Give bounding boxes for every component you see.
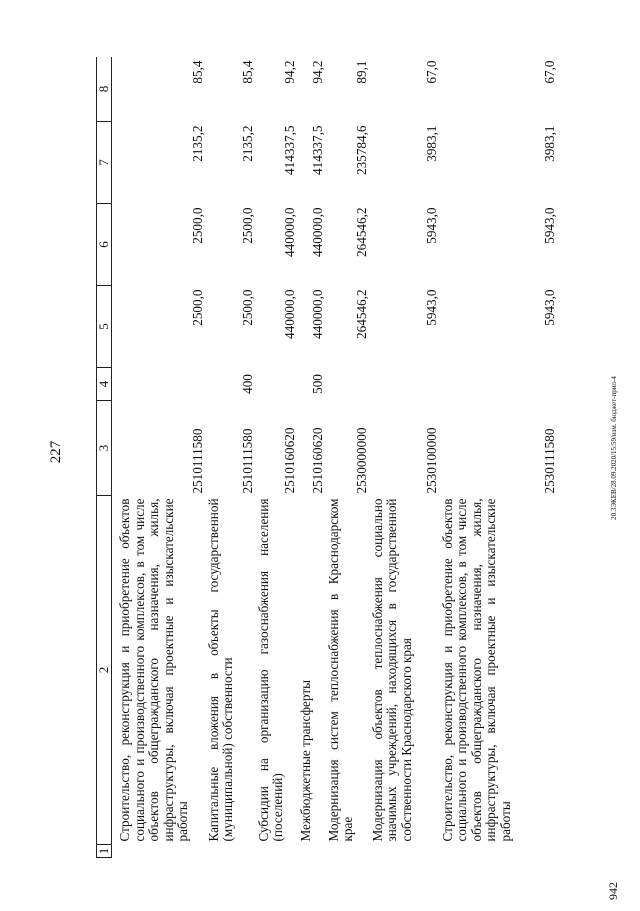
row-index-cell bbox=[112, 845, 206, 858]
table-row bbox=[112, 57, 206, 858]
row-index-cell bbox=[298, 845, 326, 858]
row-code: 2530111580 bbox=[542, 428, 557, 494]
header-cell-3: 3 bbox=[97, 401, 112, 496]
row-expense-type bbox=[112, 368, 206, 401]
table-header bbox=[97, 57, 112, 858]
row-value-7: 3983,1 bbox=[542, 125, 557, 162]
row-code: 2510111580 bbox=[190, 428, 205, 494]
row-expense-type bbox=[370, 368, 440, 401]
table-row bbox=[370, 57, 440, 858]
row-value-6: 5943,0 bbox=[542, 207, 557, 244]
row-value-8: 85,4 bbox=[240, 60, 255, 84]
row-value-8: 94,2 bbox=[310, 60, 325, 84]
row-value-5: 264546,2 bbox=[354, 289, 369, 339]
row-name: Строительство, реконструкция и приобретение объектов социального и производственного комплексов, в том числе объектов общегражданского назначения, жилья, инфраструктуры, включая проектные и изыскательские работы bbox=[439, 498, 513, 842]
row-name: Субсидии на организацию газоснабжения населения (поселений) bbox=[255, 498, 285, 842]
row-code: 2510160620 bbox=[282, 427, 297, 494]
row-value-7: 414337,5 bbox=[282, 125, 297, 175]
row-value-6: 264546,2 bbox=[354, 207, 369, 257]
row-code: 2530100000 bbox=[424, 427, 439, 494]
row-index-cell bbox=[256, 845, 298, 858]
row-name: Модернизация объектов теплоснабжения социально значимых учреждений, находящихся в государственной собственности Краснодарского края bbox=[369, 498, 414, 842]
row-expense-type bbox=[440, 368, 558, 401]
header-cell-6: 6 bbox=[97, 204, 112, 286]
row-value-5: 5943,0 bbox=[542, 289, 557, 326]
table-row bbox=[326, 57, 370, 858]
row-index-cell bbox=[326, 845, 370, 858]
header-cell-4: 4 bbox=[97, 368, 112, 401]
row-value-7: 235784,6 bbox=[354, 125, 369, 175]
row-index-cell bbox=[370, 845, 440, 858]
row-value-5: 2500,0 bbox=[240, 289, 255, 326]
budget-table bbox=[96, 57, 558, 858]
table-body bbox=[112, 57, 558, 858]
row-value-8: 94,2 bbox=[282, 60, 297, 84]
row-index-cell bbox=[206, 845, 256, 858]
row-value-7: 2135,2 bbox=[240, 125, 255, 162]
row-name: Строительство, реконструкция и приобретение объектов социального и производственного комплексов, в том числе объектов общегражданского назначения, жилья, инфраструктуры, включая проектные и изыскательские работы bbox=[117, 498, 190, 842]
row-index-cell bbox=[440, 845, 558, 858]
row-expense-type bbox=[256, 368, 298, 401]
table-row bbox=[206, 57, 256, 858]
header-cell-1: 1 bbox=[97, 845, 112, 858]
row-code: 2510160620 bbox=[310, 427, 325, 494]
row-code: 2530000000 bbox=[354, 427, 369, 494]
row-name: Капитальные вложения в объекты государственной (муниципальной) собственности bbox=[205, 498, 235, 842]
table-row bbox=[440, 57, 558, 858]
row-expense-type bbox=[326, 368, 370, 401]
table-row bbox=[298, 57, 326, 858]
row-code: 2510111580 bbox=[240, 428, 255, 494]
rotated-table-container bbox=[96, 57, 562, 858]
row-value-7: 3983,1 bbox=[424, 125, 439, 162]
header-row bbox=[97, 57, 112, 858]
header-cell-5: 5 bbox=[97, 286, 112, 368]
row-value-8: 67,0 bbox=[424, 60, 439, 84]
row-value-7: 2135,2 bbox=[190, 125, 205, 162]
row-value-5: 2500,0 bbox=[190, 289, 205, 326]
row-value-8: 67,0 bbox=[542, 60, 557, 84]
row-expense-type: 500 bbox=[310, 374, 325, 394]
row-value-6: 2500,0 bbox=[240, 207, 255, 244]
table-row bbox=[256, 57, 298, 858]
row-value-5: 440000,0 bbox=[282, 289, 297, 339]
row-value-8: 85,4 bbox=[190, 60, 205, 84]
row-value-6: 440000,0 bbox=[310, 207, 325, 257]
budget-table-area bbox=[96, 57, 562, 858]
row-value-8: 89,1 bbox=[354, 60, 369, 84]
row-value-6: 5943,0 bbox=[424, 207, 439, 244]
row-value-5: 5943,0 bbox=[424, 289, 439, 326]
page-number: 227 bbox=[48, 440, 64, 464]
header-cell-7: 7 bbox=[97, 122, 112, 204]
row-value-6: 440000,0 bbox=[282, 207, 297, 257]
row-name: Межбюджетные трансферты bbox=[297, 680, 313, 842]
row-value-6: 2500,0 bbox=[190, 207, 205, 244]
row-name: Модернизация систем теплоснабжения в Краснодарском крае bbox=[325, 498, 355, 842]
sheet-number: 942 bbox=[606, 882, 620, 900]
row-expense-type: 400 bbox=[240, 374, 255, 394]
document-stamp: 20.3ЭКЕВ/28.09.2020/15:59/изм. бюджет-прил-4 bbox=[610, 376, 618, 520]
header-cell-8: 8 bbox=[97, 57, 112, 122]
row-value-7: 414337,5 bbox=[310, 125, 325, 175]
row-value-5: 440000,0 bbox=[310, 289, 325, 339]
header-cell-2: 2 bbox=[97, 496, 112, 845]
